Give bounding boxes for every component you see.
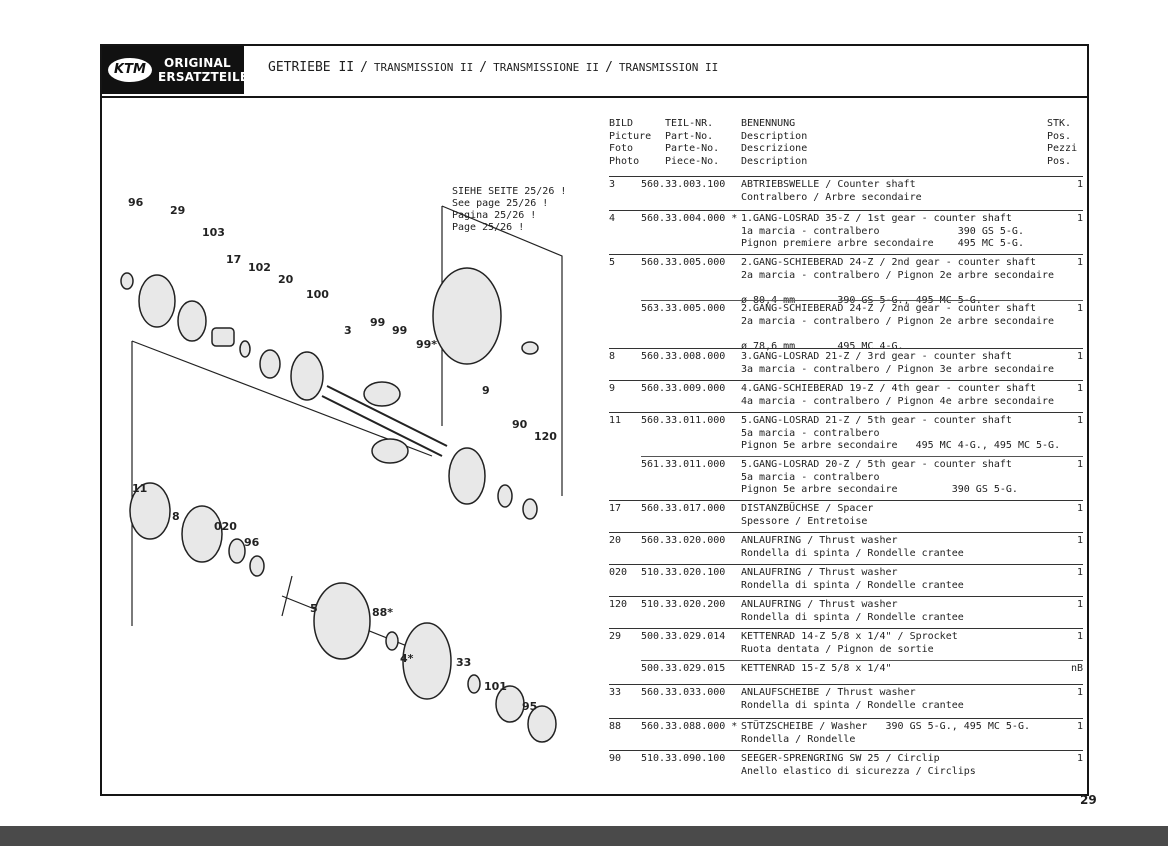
page-number: 29 xyxy=(1080,793,1097,807)
cell-bild: 020 xyxy=(609,567,628,578)
callout-96: 96 xyxy=(128,196,144,209)
header-desc: BENENNUNG Description Descrizione Description xyxy=(741,118,808,167)
callout-17: 17 xyxy=(226,253,242,266)
cell-qty: 1 xyxy=(1076,687,1083,698)
cell-qty: 1 xyxy=(1076,179,1083,190)
cell-desc: KETTENRAD 14-Z 5/8 x 1/4" / Sprocket Ruota dentata / Pignon de sortie xyxy=(741,631,958,655)
cell-part: 560.33.005.000 xyxy=(641,257,726,268)
callout-8: 8 xyxy=(172,510,180,523)
cell-bild: 29 xyxy=(609,631,622,642)
cell-desc: 2.GANG-SCHIEBERAD 24-Z / 2nd gear - counter shaft 2a marcia - contralbero / Pignon 2e arbre secondaire ø 78,6 mm 495 MC 4-G. xyxy=(741,303,1055,352)
callout-90: 90 xyxy=(512,418,528,431)
callout-99a: 99 xyxy=(370,316,386,329)
cell-desc: ANLAUFRING / Thrust washer Rondella di spinta / Rondelle crantee xyxy=(741,535,964,559)
cell-desc: DISTANZBÜCHSE / Spacer Spessore / Entretoise xyxy=(741,503,874,527)
logo-line1: ORIGINAL xyxy=(164,56,231,70)
exploded-diagram xyxy=(102,96,602,796)
cell-bild: 5 xyxy=(609,257,616,268)
page-title: GETRIEBE II / TRANSMISSION II / TRANSMISSIONE II / TRANSMISSION II xyxy=(268,60,719,75)
cell-qty: 1 xyxy=(1076,503,1083,514)
title-en: TRANSMISSION II xyxy=(373,61,474,74)
cell-part: 560.33.033.000 xyxy=(641,687,726,698)
page-frame xyxy=(100,44,1089,796)
cell-qty: 1 xyxy=(1076,721,1083,732)
row-rule xyxy=(609,564,1083,565)
header-part: TEIL-NR. Part-No. Parte-No. Piece-No. xyxy=(665,118,720,167)
cell-bild: 20 xyxy=(609,535,622,546)
cell-desc: 2.GANG-SCHIEBERAD 24-Z / 2nd gear - counter shaft 2a marcia - contralbero / Pignon 2e arbre secondaire ø 80,4 mm 390 GS 5-G., 495 MC 5-G. xyxy=(741,257,1055,306)
scan-edge xyxy=(0,826,1168,846)
callout-20: 20 xyxy=(278,273,294,286)
cell-desc: STÜTZSCHEIBE / Washer 390 GS 5-G., 495 MC 5-G. Rondella / Rondelle xyxy=(741,721,1030,745)
cell-part: 560.33.003.100 xyxy=(641,179,726,190)
cell-qty: 1 xyxy=(1076,351,1083,362)
callout-100: 100 xyxy=(306,288,329,301)
cell-bild: 4 xyxy=(609,213,616,224)
callout-9: 9 xyxy=(482,384,490,397)
cell-desc: 4.GANG-SCHIEBERAD 19-Z / 4th gear - counter shaft 4a marcia - contralbero / Pignon 4e arbre secondaire xyxy=(741,383,1055,407)
cell-desc: ANLAUFSCHEIBE / Thrust washer Rondella di spinta / Rondelle crantee xyxy=(741,687,964,711)
row-rule xyxy=(609,500,1083,501)
cell-qty: nB xyxy=(1070,663,1083,674)
cell-qty: 1 xyxy=(1076,213,1083,224)
callout-5: 5 xyxy=(310,602,318,615)
cell-qty: 1 xyxy=(1076,383,1083,394)
row-rule xyxy=(609,596,1083,597)
cell-bild: 8 xyxy=(609,351,616,362)
cell-part: 510.33.020.200 xyxy=(641,599,726,610)
ktm-logo xyxy=(102,46,249,94)
row-rule xyxy=(609,210,1083,211)
header-bild: BILD Picture Foto Photo xyxy=(609,118,652,167)
cell-qty: 1 xyxy=(1076,257,1083,268)
cell-qty: 1 xyxy=(1076,567,1083,578)
cell-bild: 33 xyxy=(609,687,622,698)
cell-desc: ABTRIEBSWELLE / Counter shaft Contralbero / Arbre secondaire xyxy=(741,179,922,203)
cell-qty: 1 xyxy=(1076,459,1083,470)
ktm-logo-mark: KTM xyxy=(108,58,152,82)
row-rule xyxy=(609,254,1083,255)
header-qty: STK. Pos. Pezzi Pos. xyxy=(1047,118,1078,167)
title-it: TRANSMISSIONE II xyxy=(493,61,600,74)
callout-020: 020 xyxy=(214,520,237,533)
row-rule xyxy=(609,348,1083,349)
row-rule xyxy=(641,456,1083,457)
callout-3: 3 xyxy=(344,324,352,337)
cell-qty: 1 xyxy=(1076,535,1083,546)
cell-desc: KETTENRAD 15-Z 5/8 x 1/4" xyxy=(741,663,892,674)
cell-bild: 17 xyxy=(609,503,622,514)
cell-part: 560.33.020.000 xyxy=(641,535,726,546)
callout-33: 33 xyxy=(456,656,472,669)
cell-part: 510.33.090.100 xyxy=(641,753,726,764)
row-rule xyxy=(609,532,1083,533)
row-rule xyxy=(641,660,1083,661)
cell-desc: SEEGER-SPRENGRING SW 25 / Circlip Anello elastico di sicurezza / Circlips xyxy=(741,753,976,777)
row-rule xyxy=(609,176,1083,177)
callout-95: 95 xyxy=(522,700,538,713)
table-header xyxy=(609,118,1083,172)
cell-qty: 1 xyxy=(1076,753,1083,764)
see-page-note: SIEHE SEITE 25/26 ! See page 25/26 ! Pagina 25/26 ! Page 25/26 ! xyxy=(452,186,567,233)
row-rule xyxy=(609,684,1083,685)
header xyxy=(102,46,1087,98)
callout-102: 102 xyxy=(248,261,271,274)
callout-96b: 96 xyxy=(244,536,260,549)
row-rule xyxy=(609,718,1083,719)
cell-desc: 5.GANG-LOSRAD 21-Z / 5th gear - counter shaft 5a marcia - contralbero Pignon 5e arbre secondaire 495 MC 4-G., 495 MC 5-G. xyxy=(741,415,1061,451)
cell-part: 500.33.029.014 xyxy=(641,631,726,642)
cell-part: 560.33.017.000 xyxy=(641,503,726,514)
cell-part: 500.33.029.015 xyxy=(641,663,726,674)
row-rule xyxy=(609,380,1083,381)
title-fr: TRANSMISSION II xyxy=(618,61,719,74)
callout-99b: 99 xyxy=(392,324,408,337)
logo-line2: ERSATZTEILE xyxy=(158,70,249,84)
cell-qty: 1 xyxy=(1076,631,1083,642)
cell-bild: 120 xyxy=(609,599,628,610)
title-de: GETRIEBE II xyxy=(268,60,355,75)
cell-desc: ANLAUFRING / Thrust washer Rondella di spinta / Rondelle crantee xyxy=(741,599,964,623)
callout-101: 101 xyxy=(484,680,507,693)
cell-desc: ANLAUFRING / Thrust washer Rondella di spinta / Rondelle crantee xyxy=(741,567,964,591)
callout-120: 120 xyxy=(534,430,557,443)
callout-103: 103 xyxy=(202,226,225,239)
cell-part: 560.33.009.000 xyxy=(641,383,726,394)
cell-bild: 11 xyxy=(609,415,622,426)
callout-29: 29 xyxy=(170,204,186,217)
cell-qty: 1 xyxy=(1076,415,1083,426)
cell-bild: 88 xyxy=(609,721,622,732)
row-rule xyxy=(609,412,1083,413)
cell-part: 560.33.004.000 * xyxy=(641,213,738,224)
row-rule xyxy=(609,750,1083,751)
cell-bild: 90 xyxy=(609,753,622,764)
cell-qty: 1 xyxy=(1076,599,1083,610)
callout-4: 4* xyxy=(400,652,414,665)
cell-part: 510.33.020.100 xyxy=(641,567,726,578)
cell-bild: 9 xyxy=(609,383,616,394)
cell-part: 560.33.088.000 * xyxy=(641,721,738,732)
cell-desc: 5.GANG-LOSRAD 20-Z / 5th gear - counter shaft 5a marcia - contralbero Pignon 5e arbre secondaire 390 GS 5-G. xyxy=(741,459,1018,495)
callout-11: 11 xyxy=(132,482,148,495)
row-rule xyxy=(641,300,1083,301)
cell-desc: 1.GANG-LOSRAD 35-Z / 1st gear - counter shaft 1a marcia - contralbero 390 GS 5-G. Pignon premiere arbre secondaire 495 MC 5-G. xyxy=(741,213,1024,249)
cell-qty: 1 xyxy=(1076,303,1083,314)
cell-part: 560.33.011.000 xyxy=(641,415,726,426)
row-rule xyxy=(609,628,1083,629)
cell-part: 563.33.005.000 xyxy=(641,303,726,314)
cell-part: 560.33.008.000 xyxy=(641,351,726,362)
callout-99c: 99* xyxy=(416,338,438,351)
cell-desc: 3.GANG-LOSRAD 21-Z / 3rd gear - counter shaft 3a marcia - contralbero / Pignon 3e arbre secondaire xyxy=(741,351,1055,375)
cell-part: 561.33.011.000 xyxy=(641,459,726,470)
cell-bild: 3 xyxy=(609,179,616,190)
callout-88: 88* xyxy=(372,606,394,619)
